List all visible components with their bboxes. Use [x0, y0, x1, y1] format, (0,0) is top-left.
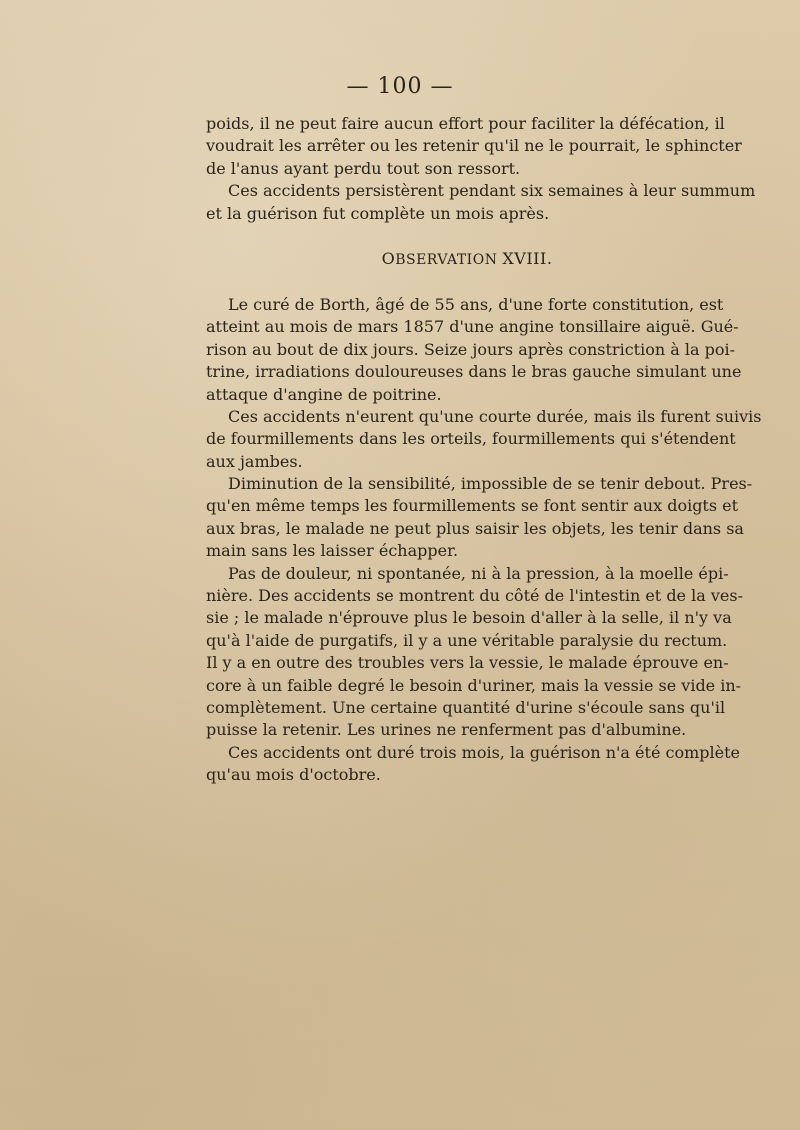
text-line: Le curé de Borth, âgé de 55 ans, d'une forte constitution, est [228, 294, 724, 314]
text-line: puisse la retenir. Les urines ne renferment pas d'albumine. [206, 720, 687, 740]
text-line: sie ; le malade n'éprouve plus le besoin d'aller à la selle, il n'y va [206, 608, 732, 628]
text-line: aux bras, le malade ne peut plus saisir les objets, les tenir dans sa [206, 518, 744, 538]
text-line: voudrait les arrêter ou les retenir qu'il ne le pourrait, le sphincter [206, 136, 742, 156]
paragraph [206, 473, 753, 563]
text-line: complètement. Une certaine quantité d'urine s'écoule sans qu'il [206, 697, 726, 717]
text-body [206, 113, 762, 787]
page-number: — 100 — [346, 74, 454, 99]
paragraph [206, 113, 742, 180]
text-line: Ces accidents persistèrent pendant six semaines à leur summum [228, 181, 756, 201]
text-line: rison au bout de dix jours. Seize jours après constriction à la poi- [206, 339, 735, 359]
paragraph [206, 180, 756, 225]
heading-word: BSERVATION [395, 251, 498, 268]
text-line: poids, il ne peut faire aucun effort pour faciliter la défécation, il [206, 114, 725, 133]
paragraph [206, 294, 742, 406]
text-line: main sans les laisser échapper. [206, 541, 459, 561]
text-line: Ces accidents ont duré trois mois, la guérison n'a été complète [228, 742, 740, 762]
text-line: de l'anus ayant perdu tout son ressort. [206, 158, 521, 178]
paragraph [206, 406, 762, 473]
text-line: trine, irradiations douloureuses dans le bras gauche simulant une [206, 362, 742, 382]
paragraph [206, 742, 740, 787]
text-line: Pas de douleur, ni spontanée, ni à la pression, à la moelle épi- [228, 563, 729, 583]
heading-initial: O [381, 248, 396, 268]
text-line: attaque d'angine de poitrine. [206, 384, 442, 404]
text-line: core à un faible degré le besoin d'uriner, mais la vessie se vide in- [206, 675, 742, 695]
text-line: Il y a en outre des troubles vers la vessie, le malade éprouve en- [206, 653, 729, 673]
heading-number: XVIII. [502, 248, 553, 268]
text-line: qu'à l'aide de purgatifs, il y a une véritable paralysie du rectum. [206, 630, 728, 650]
text-line: de fourmillements dans les orteils, fourmillements qui s'étendent [206, 429, 736, 449]
text-line: atteint au mois de mars 1857 d'une angine tonsillaire aiguë. Gué- [206, 317, 739, 337]
text-line: nière. Des accidents se montrent du côté de l'intestin et de la ves- [206, 586, 743, 606]
text-line: qu'en même temps les fourmillements se font sentir aux doigts et [206, 496, 739, 516]
text-line: et la guérison fut complète un mois après. [206, 203, 550, 223]
paragraph [206, 563, 743, 742]
observation-heading [206, 248, 708, 270]
text-line: Diminution de la sensibilité, impossible de se tenir debout. Pres- [228, 474, 753, 494]
text-line: qu'au mois d'octobre. [206, 765, 381, 785]
text-line: Ces accidents n'eurent qu'une courte durée, mais ils furent suivis [228, 406, 762, 426]
text-line: aux jambes. [206, 451, 303, 471]
